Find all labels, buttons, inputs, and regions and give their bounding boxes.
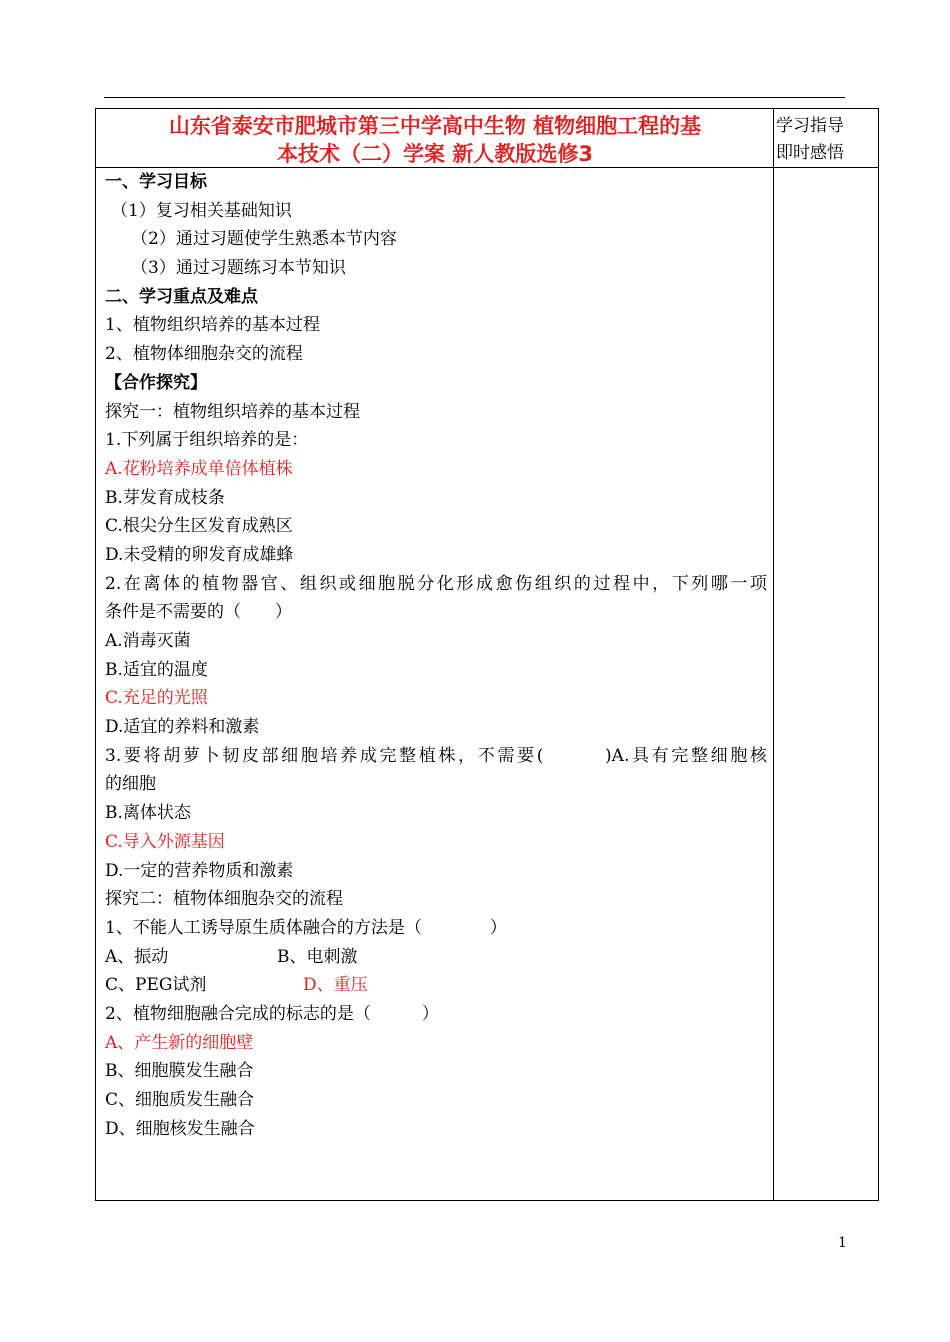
question-stem: 1.下列属于组织培养的是：: [105, 430, 309, 451]
page-number: 1: [838, 1235, 847, 1251]
answer-option: C、PEG试剂: [105, 975, 207, 996]
question-stem: 3.要将胡萝卜韧皮部细胞培养成完整植株，不需要( )A.具有完整细胞核: [105, 745, 767, 766]
document-title: [100, 112, 770, 168]
goal-item: （1）复习相关基础知识: [111, 200, 292, 221]
answer-option: A、振动: [105, 946, 169, 967]
answer-option: A.消毒灭菌: [105, 631, 191, 651]
answer-option: D、细胞核发生融合: [105, 1118, 255, 1139]
goals-heading: 一、学习目标: [105, 172, 207, 192]
header-rule: [104, 97, 845, 98]
answer-option-correct: A.花粉培养成单倍体植株: [105, 458, 293, 479]
answer-option-correct: A、产生新的细胞壁: [105, 1032, 254, 1053]
answer-option: B.离体状态: [105, 803, 191, 824]
answer-option: B、电刺激: [277, 946, 358, 967]
side-column-heading: [776, 113, 876, 167]
answer-option: D.适宜的养料和激素: [105, 717, 260, 738]
answer-option-row: [105, 943, 767, 972]
question-stem: 2.在离体的植物器官、组织或细胞脱分化形成愈伤组织的过程中，下列哪一项: [105, 573, 767, 594]
question-stem-continued: 条件是不需要的（ ）: [105, 602, 292, 623]
explore-1-heading: 探究一：植物组织培养的基本过程: [105, 401, 360, 422]
answer-option-correct: C.导入外源基因: [105, 831, 225, 852]
answer-option: C、细胞质发生融合: [105, 1090, 255, 1110]
title-line-2: 本技术（二）学案 新人教版选修3: [277, 142, 593, 166]
answer-option: C.根尖分生区发育成熟区: [105, 516, 293, 537]
side-heading-2: 即时感悟: [776, 143, 844, 163]
key-point-item: 1、植物组织培养的基本过程: [105, 315, 320, 336]
answer-option: B.适宜的温度: [105, 659, 208, 680]
answer-option-correct: D、重压: [303, 975, 368, 996]
answer-option: D.未受精的卵发育成雄蜂: [105, 544, 294, 565]
column-divider: [773, 108, 774, 1201]
main-content: [105, 168, 767, 1143]
answer-option: D.一定的营养物质和激素: [105, 860, 294, 881]
key-points-heading: 二、学习重点及难点: [105, 286, 258, 307]
answer-option-row: [105, 971, 767, 1000]
question-stem: 2、植物细胞融合完成的标志的是（ ）: [105, 1003, 439, 1024]
key-point-item: 2、植物体细胞杂交的流程: [105, 344, 303, 365]
answer-option-correct: C.充足的光照: [105, 688, 208, 709]
goal-item: （3）通过习题练习本节知识: [131, 258, 346, 279]
question-stem-continued: 的细胞: [105, 774, 156, 795]
explore-2-heading: 探究二：植物体细胞杂交的流程: [105, 889, 343, 910]
cooperative-inquiry-heading: 【合作探究】: [105, 372, 207, 393]
answer-option: B.芽发育成枝条: [105, 487, 225, 508]
answer-option: B、细胞膜发生融合: [105, 1061, 254, 1082]
question-stem: 1、不能人工诱导原生质体融合的方法是（ ）: [105, 917, 507, 938]
title-line-1: 山东省泰安市肥城市第三中学高中生物 植物细胞工程的基: [168, 114, 702, 138]
goal-item: （2）通过习题使学生熟悉本节内容: [131, 229, 397, 250]
side-heading-1: 学习指导: [776, 116, 844, 136]
